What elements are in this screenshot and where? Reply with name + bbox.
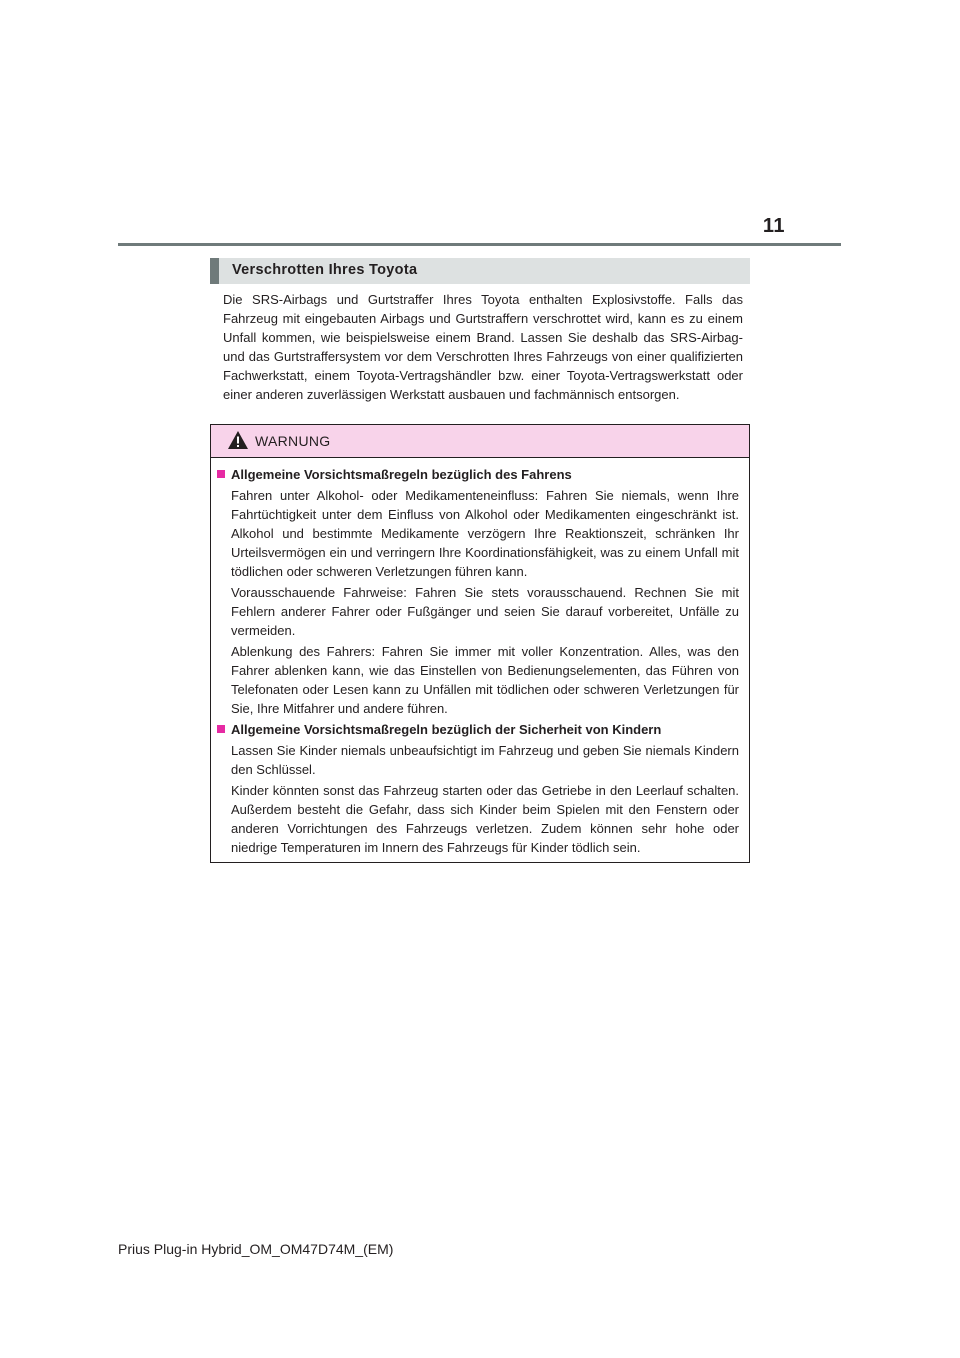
- warning-title: WARNUNG: [255, 433, 331, 449]
- warning-paragraph: Fahren unter Alkohol- oder Medikamenteneinfluss: Fahren Sie niemals, wenn Ihre Fahrtüchtigkeit unter dem Einfluss von Alkohol oder Medikamenten eingeschränkt ist. Alkohol und bestimmte Medikamente verzögern Ihre Reaktionszeit, schränken Ihr Urteilsvermögen ein und verringern Ihre Koordinationsfähigkeit, was zu einem Unfall mit tödlichen oder schweren Verletzungen führen kann.: [231, 488, 739, 579]
- warning-item-heading: Allgemeine Vorsichtsmaßregeln bezüglich der Sicherheit von Kindern: [217, 720, 739, 739]
- warning-body: [211, 465, 749, 859]
- section-title: Verschrotten Ihres Toyota: [232, 262, 418, 278]
- warning-box: [210, 424, 750, 863]
- page-number: 11: [762, 215, 785, 237]
- warning-paragraph: Lassen Sie Kinder niemals unbeaufsichtigt im Fahrzeug und geben Sie niemals Kindern den Schlüssel.: [231, 743, 739, 777]
- section-body: Die SRS-Airbags und Gurtstraffer Ihres Toyota enthalten Explosivstoffe. Falls das Fahrzeug mit eingebauten Airbags und Gurtstraffern verschrottet wird, kann es zu einem Unfall kommen, wie beispielsweise einem Brand. Lassen Sie deshalb das SRS-Airbag- und das Gurtstraffersystem vor dem Verschrotten Ihres Fahrzeugs von einer qualifizierten Fachwerkstatt, einem Toyota-Vertragshändler bzw. einer Toyota-Vertragswerkstatt oder einer anderen zuverlässigen Werkstatt ausbauen und fachmännisch entsorgen.: [223, 292, 743, 402]
- warning-item-heading: Allgemeine Vorsichtsmaßregeln bezüglich des Fahrens: [217, 465, 739, 484]
- warning-paragraph: Ablenkung des Fahrers: Fahren Sie immer mit voller Konzentration. Alles, was den Fahrer ablenken kann, wie das Einstellen von Bedienungselementen, das Führen von Telefonaten oder Lesen kann zu Unfällen mit tödlichen oder schweren Verletzungen für Sie, Ihre Mitfahrer und andere führen.: [231, 644, 739, 716]
- section-heading: [210, 258, 750, 284]
- warning-paragraph: Vorausschauende Fahrweise: Fahren Sie stets vorausschauend. Rechnen Sie mit Fehlern anderer Fahrer oder Fußgänger und seien Sie darauf vorbereitet, Unfälle zu vermeiden.: [231, 585, 739, 638]
- warning-paragraph: Kinder könnten sonst das Fahrzeug starten oder das Getriebe in den Leerlauf schalten. Außerdem besteht die Gefahr, dass sich Kinder beim Spielen mit den Fenstern oder anderen Vorrichtungen des Fahrzeugs verletzen. Zudem können sehr hohe oder niedrige Temperaturen im Innern des Fahrzeugs für Kinder tödlich sein.: [231, 783, 739, 855]
- header-rule: [118, 243, 841, 246]
- bullet-square-icon: [217, 470, 225, 478]
- warning-triangle-icon: [227, 430, 249, 450]
- bullet-square-icon: [217, 725, 225, 733]
- warning-header: [211, 425, 749, 458]
- page-footer: Prius Plug-in Hybrid_OM_OM47D74M_(EM): [118, 1241, 394, 1257]
